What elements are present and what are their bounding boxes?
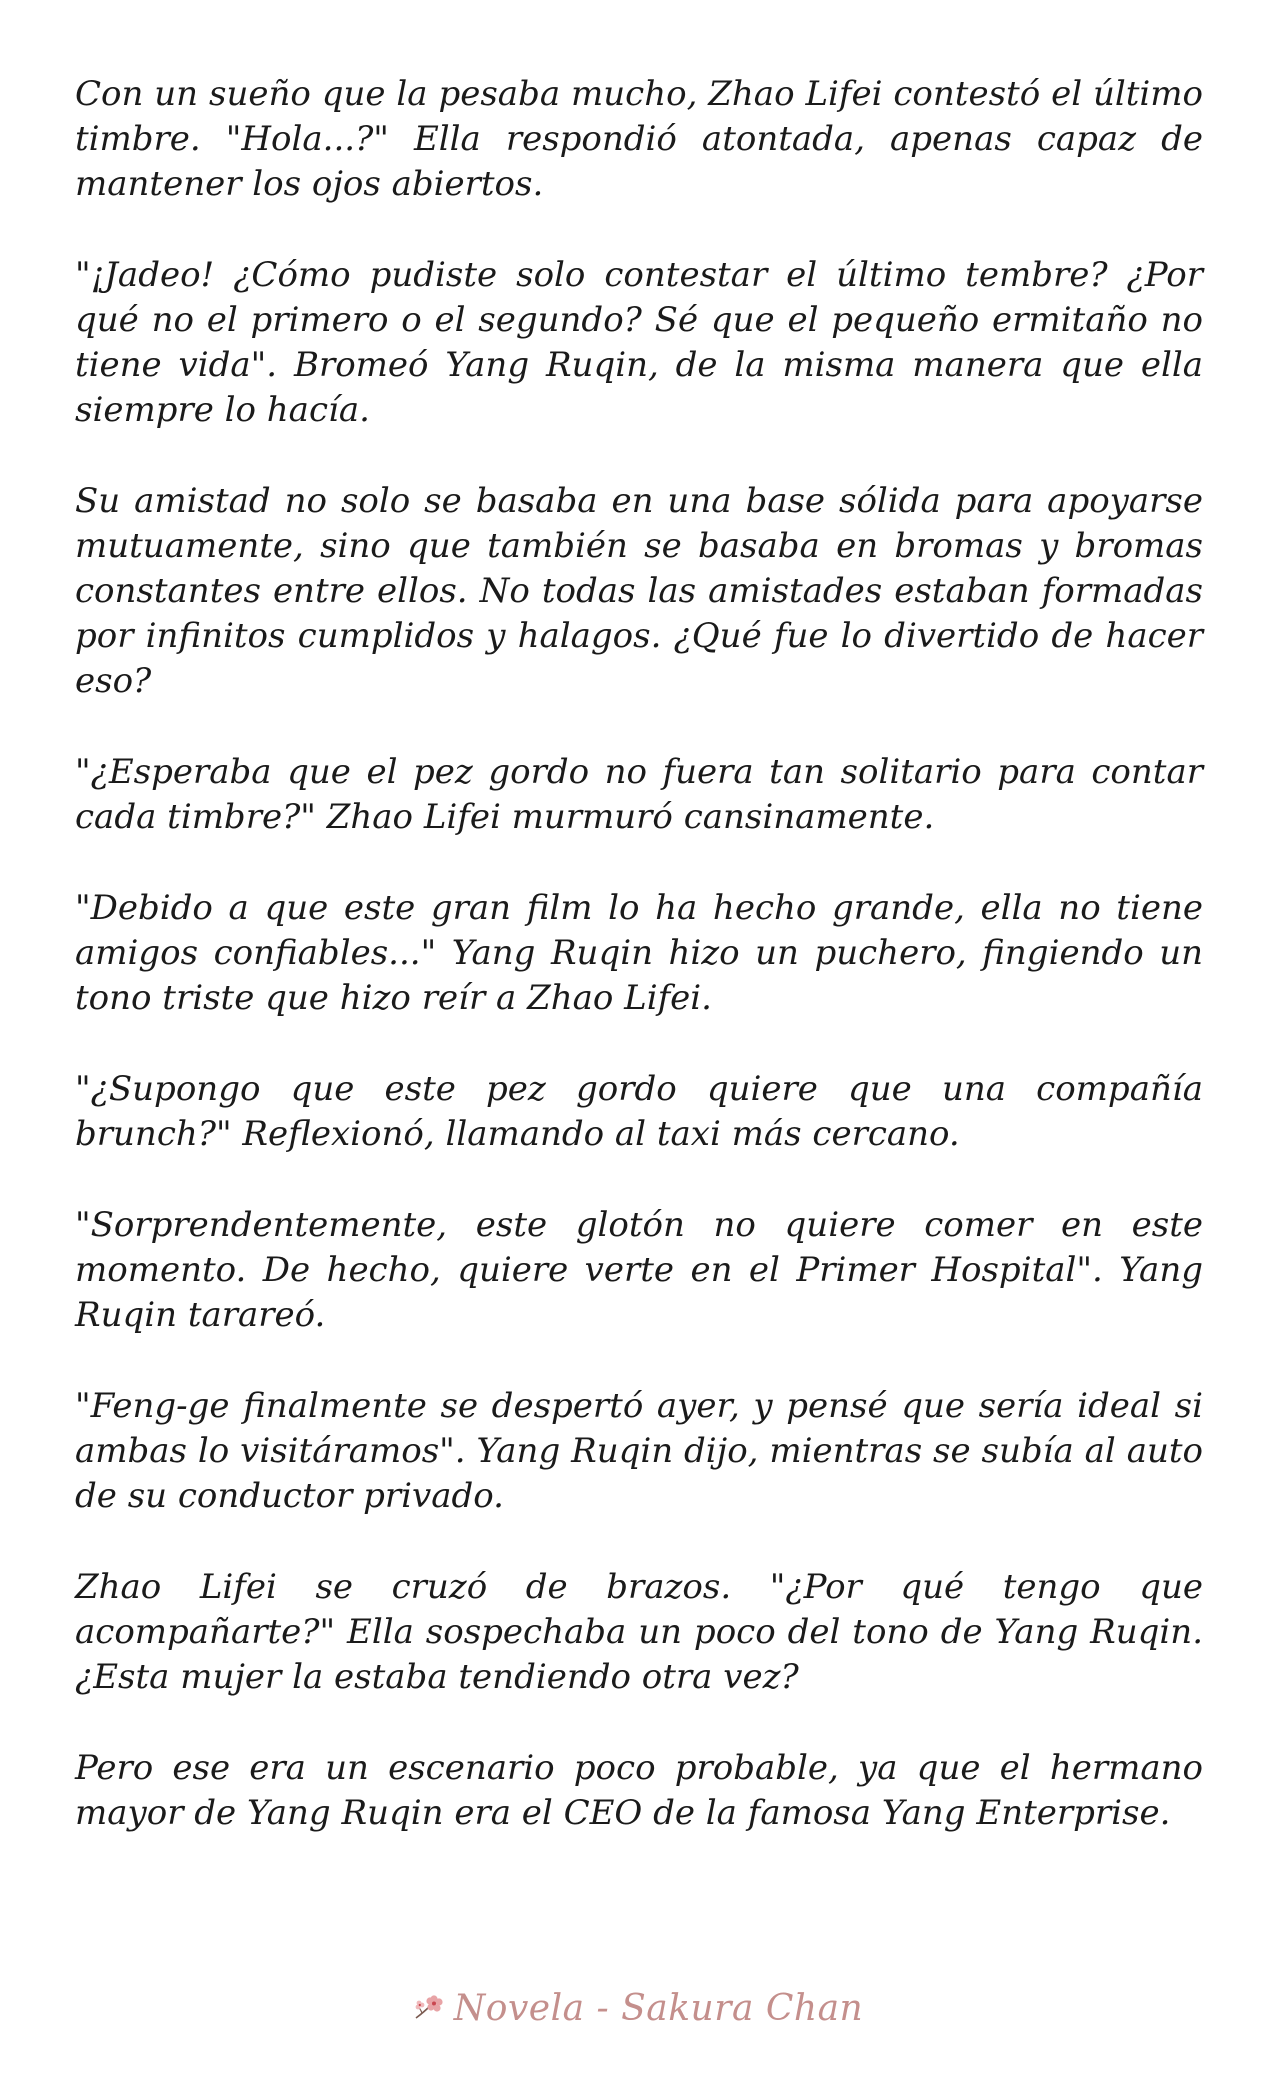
paragraph-1: Con un sueño que la pesaba mucho, Zhao Lifei contestó el último timbre. "Hola...?" Ella respondió atontada, apenas capaz de mantener los ojos abiertos. — [75, 74, 1203, 204]
cherry-blossom-icon — [412, 1990, 446, 2024]
paragraph-2: "¡Jadeo! ¿Cómo pudiste solo contestar el último tembre? ¿Por qué no el primero o el segundo? Sé que el pequeño ermitaño no tiene vida". Bromeó Yang Ruqin, de la misma manera que ella siempre lo hacía. — [75, 255, 1203, 430]
paragraph-3: Su amistad no solo se basaba en una base sólida para apoyarse mutuamente, sino que también se basaba en bromas y bromas constantes entre ellos. No todas las amistades estaban formadas por infinitos cumplidos y halagos. ¿Qué fue lo divertido de hacer eso? — [75, 481, 1203, 701]
watermark-text: Novela - Sakura Chan — [453, 1988, 864, 2029]
document-body — [75, 72, 1203, 1882]
paragraph-8: "Feng-ge finalmente se despertó ayer, y pensé que sería ideal si ambas lo visitáramos". Yang Ruqin dijo, mientras se subía al auto de su conductor privado. — [75, 1386, 1203, 1516]
paragraph-9: Zhao Lifei se cruzó de brazos. "¿Por qué tengo que acompañarte?" Ella sospechaba un poco del tono de Yang Ruqin. ¿Esta mujer la estaba tendiendo otra vez? — [75, 1567, 1203, 1697]
paragraph-7: "Sorprendentemente, este glotón no quiere comer en este momento. De hecho, quiere verte en el Primer Hospital". Yang Ruqin tarareó. — [75, 1205, 1203, 1335]
paragraph-6: "¿Supongo que este pez gordo quiere que una compañía brunch?" Reflexionó, llamando al taxi más cercano. — [75, 1069, 1203, 1154]
watermark-footer — [0, 1988, 1275, 2029]
paragraph-10: Pero ese era un escenario poco probable, ya que el hermano mayor de Yang Ruqin era el CEO de la famosa Yang Enterprise. — [75, 1748, 1203, 1833]
paragraph-5: "Debido a que este gran film lo ha hecho grande, ella no tiene amigos confiables..." Yang Ruqin hizo un puchero, fingiendo un tono triste que hizo reír a Zhao Lifei. — [75, 888, 1203, 1018]
paragraph-4: "¿Esperaba que el pez gordo no fuera tan solitario para contar cada timbre?" Zhao Lifei murmuró cansinamente. — [75, 752, 1203, 837]
